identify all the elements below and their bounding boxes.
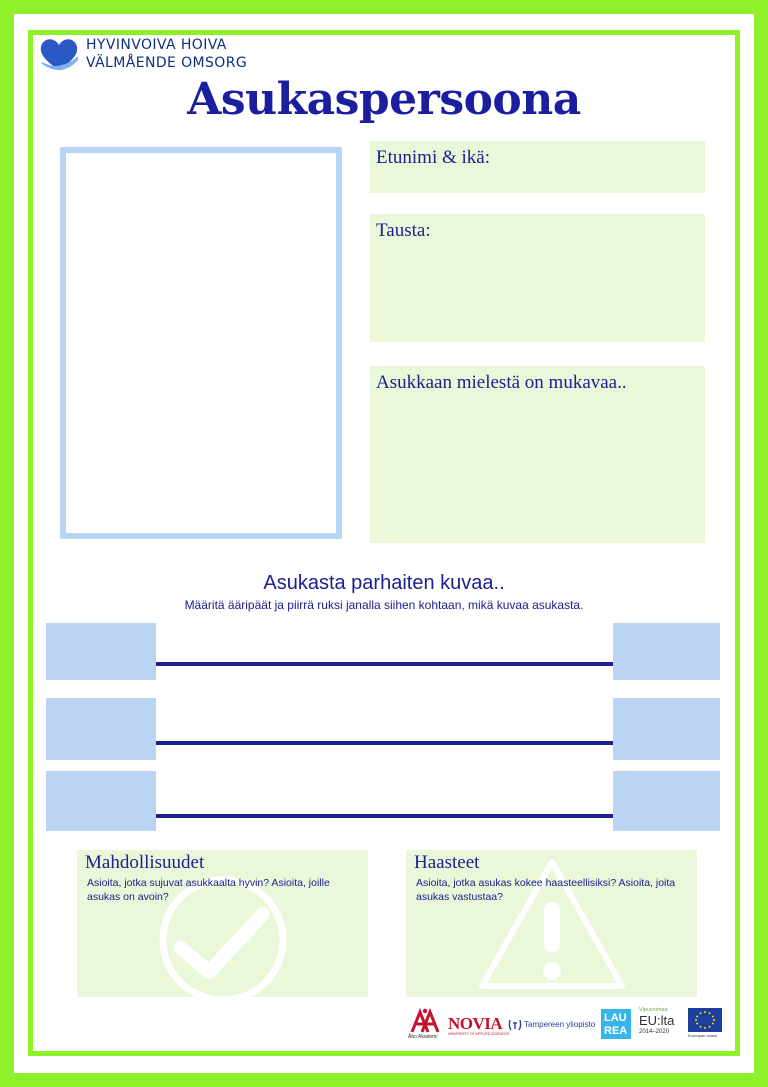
scale-row-1-line[interactable] [156,662,613,666]
scale-row-2-left-box[interactable] [46,698,156,760]
abo-akademi-emblem [408,1008,440,1034]
background-label: Tausta: [376,220,431,241]
vipuvoimaa-logo [639,1007,683,1041]
eu-label: Euroopan unioni [688,1033,718,1038]
novia-logo [448,1014,509,1036]
scale-row-3-line[interactable] [156,814,613,818]
novia-name: NOVIA [448,1014,503,1033]
scale-heading: Asukasta parhaiten kuvaa.. [263,572,505,594]
opportunities-text: Asioita, jotka sujuvat asukkaalta hyvin? Asioita, joille asukas on avoin? [87,877,330,903]
scale-row-2-right-box[interactable] [613,698,720,760]
likes-field[interactable] [370,366,705,543]
hyvinvoiva-hoiva-logo [38,36,248,76]
heart-hand-icon [38,36,80,74]
logo-line-1: HYVINVOIVA HOIVA [86,37,227,53]
name-age-label: Etunimi & ikä: [376,147,490,168]
eu-flag-logo [688,1008,722,1040]
scale-row-1-left-box[interactable] [46,623,156,680]
photo-frame[interactable] [60,147,342,539]
scale-row-3-right-box[interactable] [613,771,720,831]
laurea-logo [601,1009,631,1039]
years-label: 2014–2020 [639,1029,670,1035]
abo-akademi-logo [408,1008,440,1042]
challenges-title: Haasteet [414,852,480,873]
likes-label: Asukkaan mielestä on mukavaa.. [376,372,627,393]
tampere-name: Tampereen yliopisto [524,1020,596,1029]
scale-row-2-line[interactable] [156,741,613,745]
novia-subtitle: UNIVERSITY OF APPLIED SCIENCES [448,1032,510,1036]
challenges-box[interactable] [406,850,697,997]
challenges-text: Asioita, jotka asukas kokee haasteellisiksi? Asioita, joita asukas vastustaa? [416,877,676,903]
background-field[interactable] [370,214,705,342]
eu-flag-icon [688,1008,722,1032]
name-age-field[interactable] [370,141,705,193]
tampere-emblem [508,1018,522,1032]
warning-triangle-icon [474,854,630,994]
laurea-top: LAU [604,1012,627,1024]
opportunities-box[interactable] [77,850,368,997]
vipuvoimaa-label: Vipuvoimaa [639,1007,668,1013]
logo-line-2: VÄLMÅENDE OMSORG [86,55,248,71]
page-title: Asukaspersoona [187,74,581,125]
laurea-bottom: REA [604,1025,628,1037]
opportunities-title: Mahdollisuudet [85,852,205,873]
scale-row-1-right-box[interactable] [613,623,720,680]
scale-row-3-left-box[interactable] [46,771,156,831]
scale-instructions: Määritä ääripäät ja piirrä ruksi janalla siihen kohtaan, mikä kuvaa asukasta. [184,598,584,612]
eu-lta-label: EU:lta [639,1013,675,1028]
partner-logos [408,1006,728,1042]
abo-akademi-name: Åbo Akademi [408,1034,438,1040]
